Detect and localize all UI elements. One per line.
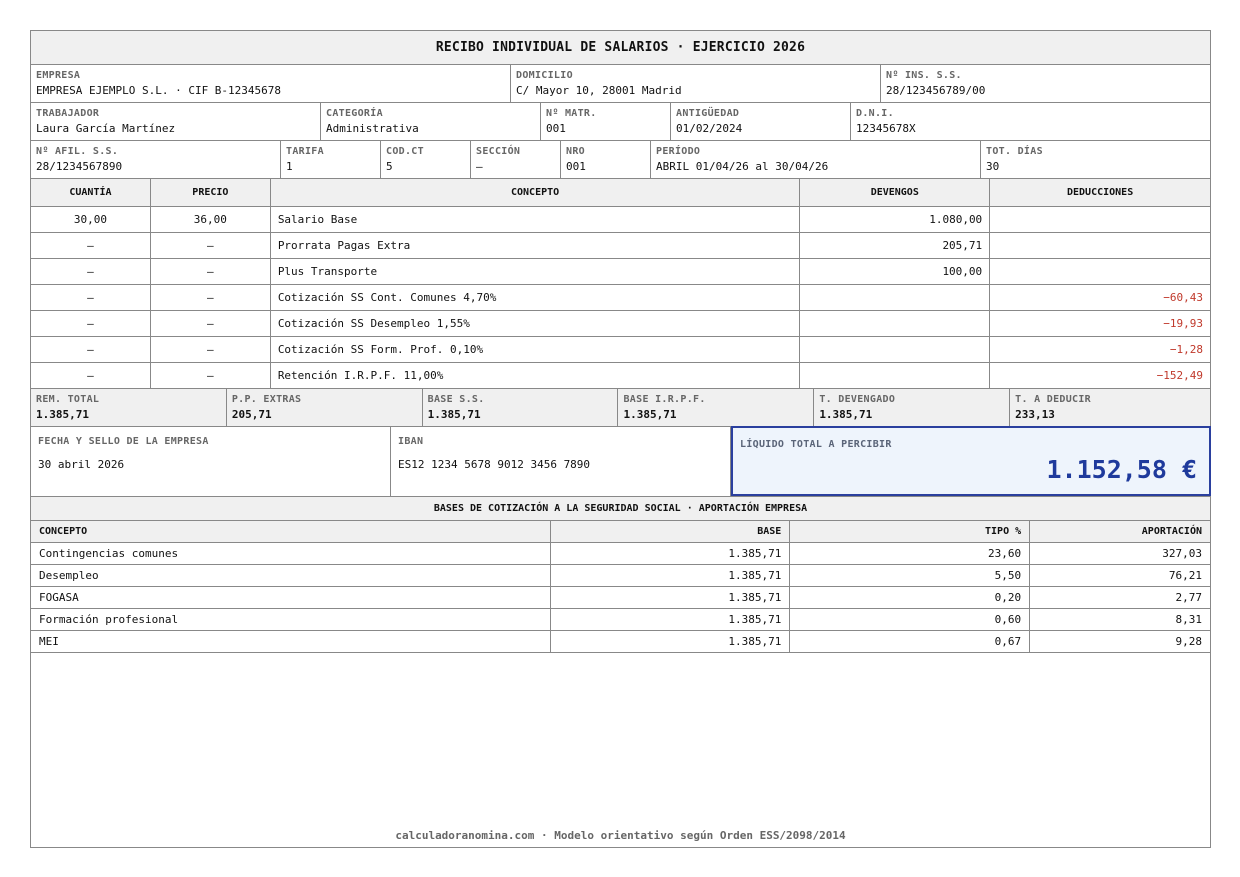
total-deducir-label: T. A DEDUCIR xyxy=(1015,394,1091,405)
devengos-cell xyxy=(800,363,990,388)
table-row xyxy=(31,259,1210,285)
nro-value: 001 xyxy=(566,160,586,173)
matricula-value: 001 xyxy=(546,122,566,135)
iban-label: IBAN xyxy=(398,436,424,447)
base-ss-cell xyxy=(423,389,619,426)
deducciones-cell: −152,49 xyxy=(1156,369,1203,382)
period-value: ABRIL 01/04/26 al 30/04/26 xyxy=(656,160,829,173)
address-value: C/ Mayor 10, 28001 Madrid xyxy=(516,84,682,97)
bases-base: 1.385,71 xyxy=(551,587,791,608)
company-stamp-cell xyxy=(31,427,391,496)
bases-row xyxy=(31,609,1210,631)
matricula-cell xyxy=(541,103,671,140)
cuantia-cell: — xyxy=(31,259,151,284)
cuantia-cell: — xyxy=(31,363,151,388)
rem-total-label: REM. TOTAL xyxy=(36,394,100,405)
total-devengado-label: T. DEVENGADO xyxy=(819,394,896,405)
bases-header-base: BASE xyxy=(551,521,791,542)
period-cell xyxy=(651,141,981,178)
net-pay-label: LÍQUIDO TOTAL A PERCIBIR xyxy=(740,439,892,450)
base-ss-value: 1.385,71 xyxy=(427,408,481,421)
total-deducir-value: 233,13 xyxy=(1015,408,1055,421)
bases-header-concepto: CONCEPTO xyxy=(31,521,551,542)
dni-value: 12345678X xyxy=(856,122,916,135)
nro-cell xyxy=(561,141,651,178)
deducciones-cell: −1,28 xyxy=(1169,343,1203,356)
rem-total-cell xyxy=(31,389,227,426)
bases-concepto: Desempleo xyxy=(31,565,551,586)
pp-extras-cell xyxy=(227,389,423,426)
codct-label: COD.CT xyxy=(386,146,424,157)
payslip-title: RECIBO INDIVIDUAL DE SALARIOS · EJERCICIO 2026 xyxy=(31,31,1210,65)
table-row xyxy=(31,285,1210,311)
company-value: EMPRESA EJEMPLO S.L. · CIF B-12345678 xyxy=(36,84,282,97)
section-label: SECCIÓN xyxy=(476,146,521,157)
totals-row xyxy=(31,389,1210,427)
bases-row xyxy=(31,631,1210,653)
bases-tipo: 23,60 xyxy=(790,543,1030,564)
nro-label: NRO xyxy=(566,146,585,157)
signature-row xyxy=(31,427,1210,497)
bases-base: 1.385,71 xyxy=(551,631,791,652)
company-row xyxy=(31,65,1210,103)
seniority-value: 01/02/2024 xyxy=(676,122,743,135)
bases-base: 1.385,71 xyxy=(551,543,791,564)
dni-label: D.N.I. xyxy=(856,108,894,119)
base-irpf-value: 1.385,71 xyxy=(623,408,677,421)
header-deducciones: DEDUCCIONES xyxy=(1066,187,1134,198)
devengos-cell xyxy=(800,285,990,310)
deducciones-cell: −19,93 xyxy=(1163,317,1203,330)
base-ss-label: BASE S.S. xyxy=(427,394,485,405)
tariff-value: 1 xyxy=(286,160,293,173)
worker-cell xyxy=(31,103,321,140)
bases-tipo: 0,67 xyxy=(790,631,1030,652)
rem-total-value: 1.385,71 xyxy=(36,408,89,421)
bases-row xyxy=(31,543,1210,565)
bases-base: 1.385,71 xyxy=(551,565,791,586)
days-cell xyxy=(981,141,1210,178)
devengos-cell xyxy=(800,311,990,336)
footer-note: calculadoranomina.com · Modelo orientativo según Orden ESS/2098/2014 xyxy=(395,829,846,842)
bases-header-aportacion: APORTACIÓN xyxy=(1141,526,1202,537)
header-concepto: CONCEPTO xyxy=(271,179,801,206)
precio-cell: 36,00 xyxy=(151,207,271,232)
contribution-bases-title: BASES DE COTIZACIÓN A LA SEGURIDAD SOCIAL · APORTACIÓN EMPRESA xyxy=(31,497,1210,521)
bases-tipo: 5,50 xyxy=(790,565,1030,586)
concepto-cell: Cotización SS Desempleo 1,55% xyxy=(271,311,801,336)
deducciones-cell xyxy=(990,259,1210,284)
precio-cell: — xyxy=(151,311,271,336)
tariff-cell xyxy=(281,141,381,178)
cuantia-cell: — xyxy=(31,311,151,336)
precio-cell: — xyxy=(151,285,271,310)
company-cell xyxy=(31,65,511,102)
bases-row xyxy=(31,587,1210,609)
precio-cell: — xyxy=(151,233,271,258)
precio-cell: — xyxy=(151,363,271,388)
category-value: Administrativa xyxy=(326,122,419,135)
deducciones-cell: −60,43 xyxy=(1163,291,1203,304)
table-row xyxy=(31,207,1210,233)
seniority-cell xyxy=(671,103,851,140)
net-pay-box xyxy=(731,426,1211,496)
concepto-cell: Plus Transporte xyxy=(271,259,801,284)
ss-inscription-value: 28/123456789/00 xyxy=(886,84,986,97)
cuantia-cell: — xyxy=(31,337,151,362)
table-row xyxy=(31,337,1210,363)
matricula-label: Nº MATR. xyxy=(546,108,597,119)
devengos-cell: 1.080,00 xyxy=(800,207,990,232)
payslip-sheet xyxy=(30,30,1211,848)
pp-extras-label: P.P. EXTRAS xyxy=(231,394,302,405)
affiliation-row xyxy=(31,141,1210,179)
period-label: PERÍODO xyxy=(656,146,701,157)
affiliation-cell xyxy=(31,141,281,178)
iban-cell xyxy=(391,427,731,496)
iban-value: ES12 1234 5678 9012 3456 7890 xyxy=(398,458,591,471)
affiliation-label: Nº AFIL. S.S. xyxy=(36,146,119,157)
bases-row xyxy=(31,565,1210,587)
section-value: — xyxy=(476,160,483,173)
cuantia-cell: 30,00 xyxy=(31,207,151,232)
concepto-cell: Cotización SS Form. Prof. 0,10% xyxy=(271,337,801,362)
category-label: CATEGORÍA xyxy=(326,108,383,119)
affiliation-value: 28/1234567890 xyxy=(36,160,123,173)
address-label: DOMICILIO xyxy=(516,70,573,81)
precio-cell: — xyxy=(151,259,271,284)
base-irpf-cell xyxy=(618,389,814,426)
bases-concepto: MEI xyxy=(31,631,551,652)
concepto-cell: Prorrata Pagas Extra xyxy=(271,233,801,258)
address-cell xyxy=(511,65,881,102)
header-devengos: DEVENGOS xyxy=(800,179,990,206)
bases-concepto: Formación profesional xyxy=(31,609,551,630)
total-devengado-cell xyxy=(814,389,1010,426)
ss-inscription-label: Nº INS. S.S. xyxy=(886,70,962,81)
worker-value: Laura García Martínez xyxy=(36,122,176,135)
codct-cell xyxy=(381,141,471,178)
stamp-label: FECHA Y SELLO DE LA EMPRESA xyxy=(38,436,209,447)
bases-concepto: Contingencias comunes xyxy=(31,543,551,564)
pp-extras-value: 205,71 xyxy=(231,408,272,421)
category-cell xyxy=(321,103,541,140)
company-label: EMPRESA xyxy=(36,70,81,81)
stamp-date: 30 abril 2026 xyxy=(38,458,125,471)
total-devengado-value: 1.385,71 xyxy=(819,408,873,421)
deducciones-cell xyxy=(990,207,1210,232)
table-row xyxy=(31,311,1210,337)
net-pay-amount: 1.152,58 € xyxy=(1046,455,1197,484)
header-precio: PRECIO xyxy=(151,179,271,206)
bases-aportacion: 327,03 xyxy=(1162,547,1202,560)
bases-aportacion: 76,21 xyxy=(1168,569,1202,582)
section-cell xyxy=(471,141,561,178)
bases-header-tipo: TIPO % xyxy=(790,521,1030,542)
cuantia-cell: — xyxy=(31,233,151,258)
concepts-table-header xyxy=(31,179,1210,207)
devengos-cell: 100,00 xyxy=(800,259,990,284)
total-deducir-cell xyxy=(1010,389,1210,426)
bases-aportacion: 2,77 xyxy=(1175,591,1202,604)
bases-base: 1.385,71 xyxy=(551,609,791,630)
table-row xyxy=(31,363,1210,389)
header-cuantia: CUANTÍA xyxy=(31,179,151,206)
base-irpf-label: BASE I.R.P.F. xyxy=(623,394,706,405)
bases-aportacion: 9,28 xyxy=(1175,635,1202,648)
tariff-label: TARIFA xyxy=(286,146,324,157)
codct-value: 5 xyxy=(386,160,393,173)
days-value: 30 xyxy=(986,160,1000,173)
concepto-cell: Retención I.R.P.F. 11,00% xyxy=(271,363,801,388)
days-label: TOT. DÍAS xyxy=(986,146,1043,157)
ss-inscription-cell xyxy=(881,65,1210,102)
dni-cell xyxy=(851,103,1210,140)
devengos-cell xyxy=(800,337,990,362)
concepto-cell: Salario Base xyxy=(271,207,801,232)
concepto-cell: Cotización SS Cont. Comunes 4,70% xyxy=(271,285,801,310)
bases-aportacion: 8,31 xyxy=(1175,613,1202,626)
deducciones-cell xyxy=(990,233,1210,258)
worker-label: TRABAJADOR xyxy=(36,108,100,119)
table-row xyxy=(31,233,1210,259)
seniority-label: ANTIGÜEDAD xyxy=(676,108,740,119)
bases-tipo: 0,20 xyxy=(790,587,1030,608)
devengos-cell: 205,71 xyxy=(800,233,990,258)
bases-table-header xyxy=(31,521,1210,543)
precio-cell: — xyxy=(151,337,271,362)
worker-row xyxy=(31,103,1210,141)
bases-concepto: FOGASA xyxy=(31,587,551,608)
cuantia-cell: — xyxy=(31,285,151,310)
bases-tipo: 0,60 xyxy=(790,609,1030,630)
